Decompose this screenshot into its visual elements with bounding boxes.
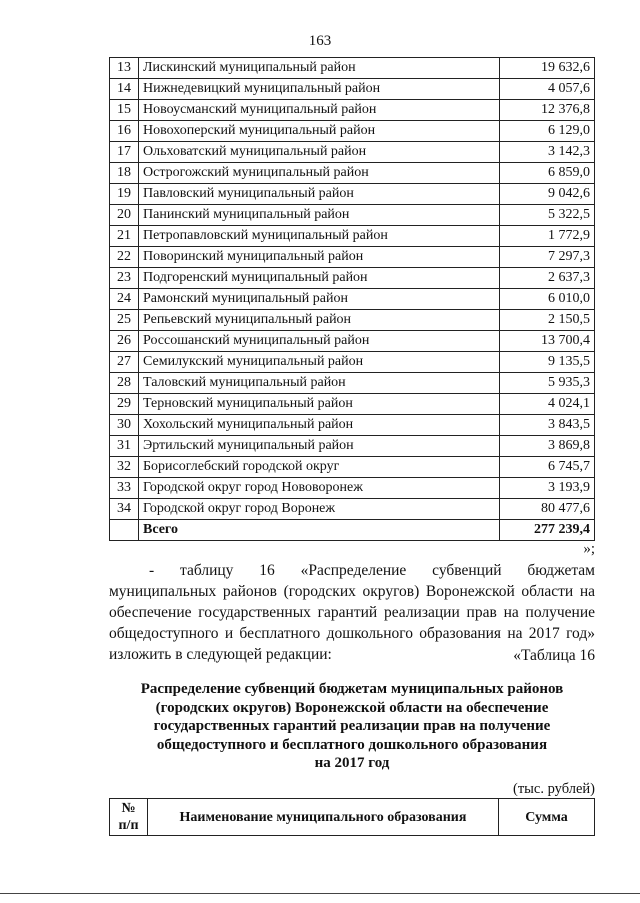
- header-num-line2: п/п: [118, 818, 139, 833]
- header-num-cell: [110, 799, 148, 836]
- row-name: Поворинский муниципальный район: [139, 247, 500, 268]
- row-name: Эртильский муниципальный район: [139, 436, 500, 457]
- header-row: [110, 799, 595, 836]
- page-number: 163: [308, 33, 332, 49]
- row-name: Острогожский муниципальный район: [139, 163, 500, 184]
- table-row: [110, 100, 595, 121]
- header-sum-cell: Сумма: [499, 799, 595, 836]
- total-label: Всего: [139, 520, 500, 541]
- row-number: 19: [110, 184, 139, 205]
- table-row: [110, 226, 595, 247]
- row-number: 29: [110, 394, 139, 415]
- title-line: государственных гарантий реализации прав на получение: [153, 718, 551, 734]
- table-row: [110, 478, 595, 499]
- table-row: [110, 394, 595, 415]
- row-sum: 3 193,9: [500, 478, 595, 499]
- row-name: Нижнедевицкий муниципальный район: [139, 79, 500, 100]
- table-row: [110, 310, 595, 331]
- row-number: 18: [110, 163, 139, 184]
- row-sum: 3 142,3: [500, 142, 595, 163]
- row-name: Петропавловский муниципальный район: [139, 226, 500, 247]
- row-number: 27: [110, 352, 139, 373]
- table-row: [110, 373, 595, 394]
- subvention-table-continued: [109, 57, 595, 541]
- row-number: 14: [110, 79, 139, 100]
- table-row: [110, 142, 595, 163]
- table-row: [110, 268, 595, 289]
- row-sum: 12 376,8: [500, 100, 595, 121]
- row-number: 16: [110, 121, 139, 142]
- table-row: [110, 457, 595, 478]
- table-row: [110, 352, 595, 373]
- row-number: 15: [110, 100, 139, 121]
- total-sum: 277 239,4: [500, 520, 595, 541]
- row-sum: 9 042,6: [500, 184, 595, 205]
- table-label: «Таблица 16: [513, 647, 595, 664]
- table-row: [110, 436, 595, 457]
- table-row: [110, 499, 595, 520]
- row-sum: 4 024,1: [500, 394, 595, 415]
- header-num-line1: №: [121, 801, 136, 816]
- row-sum: 13 700,4: [500, 331, 595, 352]
- row-name: Павловский муниципальный район: [139, 184, 500, 205]
- row-name: Репьевский муниципальный район: [139, 310, 500, 331]
- units-label: (тыс. рублей): [513, 781, 595, 797]
- row-sum: 80 477,6: [500, 499, 595, 520]
- row-name: Семилукский муниципальный район: [139, 352, 500, 373]
- row-name: Хохольский муниципальный район: [139, 415, 500, 436]
- row-number: 30: [110, 415, 139, 436]
- title-line: (городских округов) Воронежской области на обеспечение: [155, 699, 549, 716]
- row-sum: 2 637,3: [500, 268, 595, 289]
- table-row: [110, 289, 595, 310]
- row-sum: 9 135,5: [500, 352, 595, 373]
- row-number: 25: [110, 310, 139, 331]
- row-number: 26: [110, 331, 139, 352]
- table-row: [110, 331, 595, 352]
- row-sum: 2 150,5: [500, 310, 595, 331]
- row-sum: 5 935,3: [500, 373, 595, 394]
- row-number: 32: [110, 457, 139, 478]
- row-name: Новохоперский муниципальный район: [139, 121, 500, 142]
- row-sum: 3 843,5: [500, 415, 595, 436]
- row-number: 17: [110, 142, 139, 163]
- title-line: Распределение субвенций бюджетам муниципальных районов: [140, 681, 564, 697]
- row-number: 22: [110, 247, 139, 268]
- row-name: Городской округ город Воронеж: [139, 499, 500, 520]
- row-sum: 6 129,0: [500, 121, 595, 142]
- table-row: [110, 205, 595, 226]
- row-number: 20: [110, 205, 139, 226]
- table-row: [110, 79, 595, 100]
- table-row: [110, 415, 595, 436]
- row-sum: 7 297,3: [500, 247, 595, 268]
- row-number: 31: [110, 436, 139, 457]
- table-row: [110, 184, 595, 205]
- row-name: Панинский муниципальный район: [139, 205, 500, 226]
- table-row: [110, 121, 595, 142]
- total-num-cell: [110, 520, 139, 541]
- row-name: Городской округ город Нововоронеж: [139, 478, 500, 499]
- table-body: [110, 58, 595, 520]
- row-name: Новоусманский муниципальный район: [139, 100, 500, 121]
- new-table-header: [109, 798, 595, 836]
- row-name: Борисоглебский городской округ: [139, 457, 500, 478]
- row-number: 33: [110, 478, 139, 499]
- closing-quote: »;: [583, 541, 595, 557]
- row-number: 28: [110, 373, 139, 394]
- row-sum: 4 057,6: [500, 79, 595, 100]
- row-name: Ольховатский муниципальный район: [139, 142, 500, 163]
- table-title: [109, 680, 595, 773]
- row-sum: 3 869,8: [500, 436, 595, 457]
- row-sum: 6 859,0: [500, 163, 595, 184]
- row-number: 34: [110, 499, 139, 520]
- row-name: Лискинский муниципальный район: [139, 58, 500, 79]
- row-number: 23: [110, 268, 139, 289]
- table-row: [110, 58, 595, 79]
- table-row: [110, 163, 595, 184]
- total-row: [110, 520, 595, 541]
- row-number: 21: [110, 226, 139, 247]
- title-line: на 2017 год: [314, 755, 390, 771]
- row-name: Россошанский муниципальный район: [139, 331, 500, 352]
- table-row: [110, 247, 595, 268]
- row-sum: 19 632,6: [500, 58, 595, 79]
- row-number: 13: [110, 58, 139, 79]
- row-name: Терновский муниципальный район: [139, 394, 500, 415]
- row-name: Таловский муниципальный район: [139, 373, 500, 394]
- row-name: Рамонский муниципальный район: [139, 289, 500, 310]
- row-name: Подгоренский муниципальный район: [139, 268, 500, 289]
- row-number: 24: [110, 289, 139, 310]
- header-name-cell: Наименование муниципального образования: [148, 799, 499, 836]
- footer-rule: [0, 893, 640, 894]
- row-sum: 6 745,7: [500, 457, 595, 478]
- row-sum: 6 010,0: [500, 289, 595, 310]
- amendment-paragraph: - таблицу 16 «Распределение субвенций бюджетам муниципальных районов (городских округов) Воронежской области на обеспечение государственных гарантий реализации прав на получение общедоступного и бесплатного дошкольного образования на 2017 год» изложить в следующей редакции:: [109, 562, 595, 663]
- row-sum: 1 772,9: [500, 226, 595, 247]
- title-line: общедоступного и бесплатного дошкольного образования: [156, 736, 548, 753]
- row-sum: 5 322,5: [500, 205, 595, 226]
